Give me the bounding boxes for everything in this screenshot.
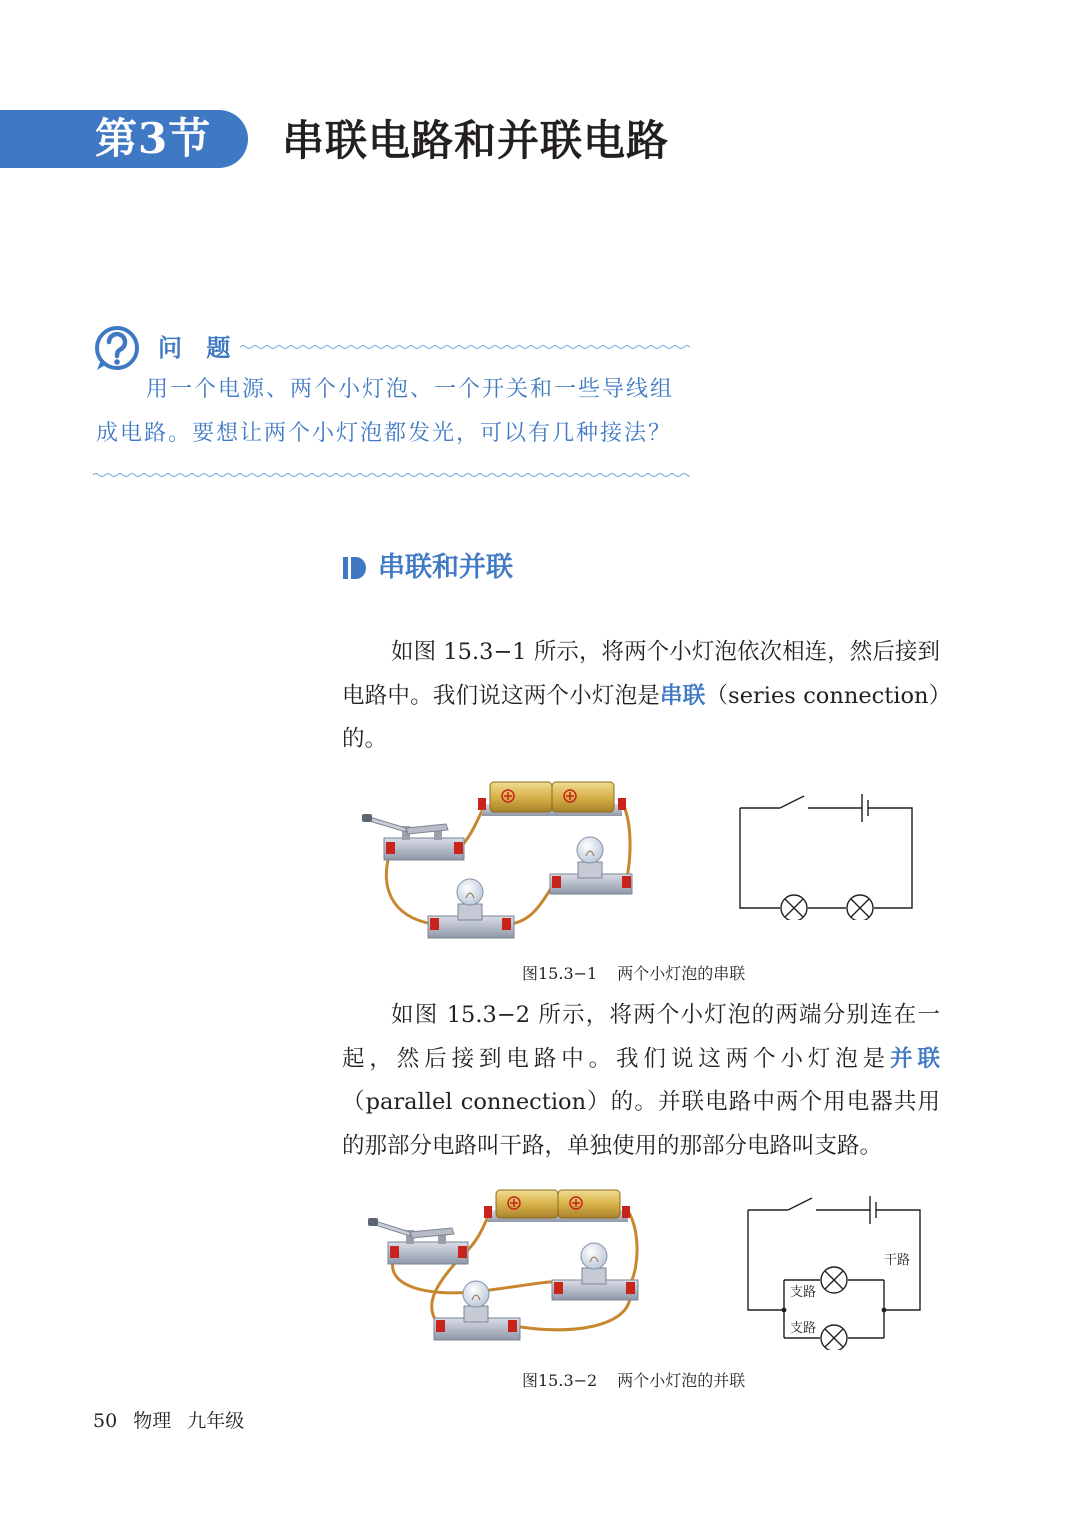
problem-text-line-2: 成电路。要想让两个小灯泡都发光，可以有几种接法？ [96,421,673,446]
paragraph-parallel-text-before: 如图 15.3−2 所示，将两个小灯泡的两端分别连在一起，然后接到电路中。我们说这两个小灯泡是 [342,1002,940,1072]
keyword-series: 串联 [660,682,706,709]
keyword-parallel: 并联 [890,1045,940,1072]
problem-divider-bottom [93,472,690,478]
problem-label: 问 题 [158,334,239,362]
subsection-title: 串联和并联 [378,552,513,583]
figure-2-caption [522,1370,745,1392]
section-title: 串联电路和并联电路 [282,116,670,165]
footer-grade: 九年级 [187,1410,245,1432]
paragraph-series-text-before: 如图 15.3−1 所示，将两个小灯泡依次相连，然后接到电路中。我们说这两个小灯泡是 [342,639,940,709]
figure-2-title: 两个小灯泡的并联 [617,1371,746,1390]
paragraph-series-text-after: （series connection）的。 [342,682,940,752]
paragraph-series [342,631,940,762]
series-circuit-illustration [360,776,650,952]
label-main-circuit: 干路 [884,1253,911,1268]
paragraph-parallel [342,994,940,1168]
parallel-circuit-diagram [738,1186,930,1350]
page-footer [93,1408,260,1434]
figure-1-title: 两个小灯泡的串联 [617,964,746,983]
footer-subject: 物理 [133,1410,172,1432]
figure-1-number: 图15.3−1 [522,964,598,983]
problem-divider-top [240,344,690,350]
label-branch-1: 支路 [790,1285,817,1300]
question-icon [93,324,141,372]
problem-text-line-1: 用一个电源、两个小灯泡、一个开关和一些导线组 [146,377,675,402]
label-branch-2: 支路 [790,1321,817,1336]
series-circuit-diagram [732,788,922,920]
parallel-circuit-illustration [364,1186,656,1352]
section-marker-icon [342,556,366,580]
figure-1-caption [522,963,745,985]
section-number: 第3节 [95,114,212,163]
page-number: 50 [93,1410,118,1432]
paragraph-parallel-text-after: （parallel connection）的。并联电路中两个用电器共用的那部分电路叫干路，单独使用的那部分电路叫支路。 [342,1089,940,1159]
figure-2-number: 图15.3−2 [522,1371,598,1390]
